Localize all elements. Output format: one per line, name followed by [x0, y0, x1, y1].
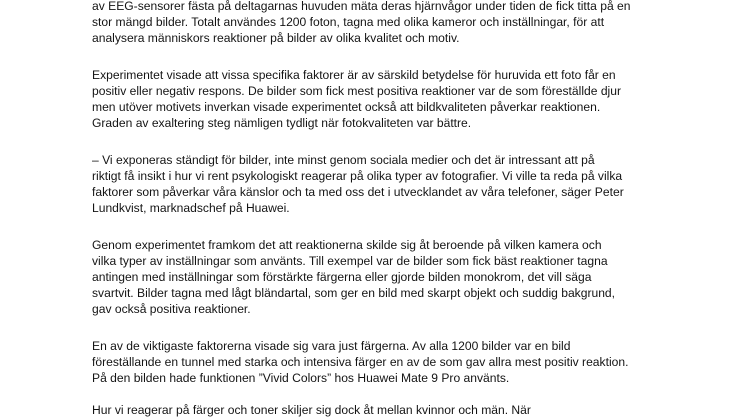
paragraph-4-line-2: vilka typer av inställningar som använts. Till exempel var de bilder som fick bäst reaktioner tagna [92, 254, 608, 268]
paragraph-1-line-1: av EEG-sensorer fästa på deltagarnas huvuden mäta deras hjärnvågor under tiden de fick titta på en [92, 0, 631, 13]
paragraph-5-line-3: På den bilden hade funktionen ”Vivid Colors” hos Huawei Mate 9 Pro använts. [92, 371, 510, 385]
paragraph-3-line-1: – Vi exponeras ständigt för bilder, inte minst genom sociala medier och det är intressant att på [92, 153, 595, 167]
paragraph-2-line-1: Experimentet visade att vissa specifika faktorer är av särskild betydelse för huruvida ett foto får en [92, 68, 616, 82]
paragraph-4-line-5: gav också positiva reaktioner. [92, 302, 251, 316]
paragraph-1-line-3: analysera människors reaktioner på bilder av olika kvalitet och motiv. [92, 31, 460, 45]
paragraph-5-line-2: föreställande en tunnel med starka och intensiva färger en av de som gav allra mest positiv reaktion. [92, 355, 629, 369]
paragraph-2-line-2: positiv eller negativ respons. De bilder som fick mest positiva reaktioner var de som föreställde djur [92, 84, 621, 98]
paragraph-4-line-3: antingen med inställningar som förstärkte färgerna eller gjorde bilden monokrom, det vill säga [92, 270, 592, 284]
paragraph-4-line-4: svartvit. Bilder tagna med lågt bländartal, som ger en bild med skarpt objekt och suddig bakgrund, [92, 286, 616, 300]
paragraph-4-line-1: Genom experimentet framkom det att reaktionerna skilde sig åt beroende på vilken kamera och [92, 238, 602, 252]
paragraph-3-line-3: faktorer som påverkar våra känslor och ta med oss det i utvecklandet av våra telefoner, säger Peter [92, 185, 624, 199]
paragraph-1-line-2: stor mängd bilder. Totalt användes 1200 foton, tagna med olika kameror och inställningar, för att [92, 15, 605, 29]
paragraph-6-line-1: Hur vi reagerar på färger och toner skiljer sig dock åt mellan kvinnor och män. När [92, 403, 531, 417]
paragraph-3-line-4: Lundkvist, marknadschef på Huawei. [92, 201, 290, 215]
paragraph-5-line-1: En av de viktigaste faktorerna visade sig vara just färgerna. Av alla 1200 bilder var en bild [92, 339, 571, 353]
paragraph-2-line-3: men utöver motivets inverkan visade experimentet också att bildkvaliteten påverkar reaktionen. [92, 100, 601, 114]
paragraph-3-line-2: riktigt få insikt i hur vi rent psykologiskt reagerar på olika typer av fotografier. Vi ville ta reda på vilka [92, 169, 623, 183]
paragraph-2-line-4: Graden av exaltering steg nämligen tydligt när fotokvaliteten var bättre. [92, 116, 472, 130]
